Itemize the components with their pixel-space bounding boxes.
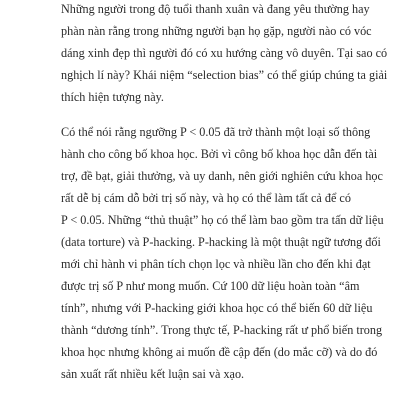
text-line: phàn nàn rằng trong những người bạn họ gặp, người nào có vóc xyxy=(61,24,372,38)
text-line: Những người trong độ tuổi thanh xuân và đang yêu thường hay xyxy=(61,2,370,16)
text-line: P < 0.05. Những “thủ thuật” họ có thể làm bao gồm tra tấn dữ liệu xyxy=(61,213,384,227)
text-line: Có thể nói rằng ngưỡng P < 0.05 đã trở thành một loại số thông xyxy=(61,125,371,139)
text-line: rất dễ bị cám dỗ bởi trị số này, và họ có thể làm tất cả để có xyxy=(61,191,351,205)
text-line: hành cho công bố khoa học. Bởi vì công bố khoa học dẫn đến tài xyxy=(61,147,378,161)
text-line: được trị số P như mong muốn. Cứ 100 dữ liệu hoàn toàn “âm xyxy=(61,279,360,293)
text-line: thành “dương tính”. Trong thực tế, P-hacking rất ư phổ biến trong xyxy=(61,323,383,337)
text-line: trợ, đề bạt, giải thưởng, và uy danh, nên giới nghiên cứu khoa học xyxy=(61,169,383,183)
text-line: tính”, nhưng với P-hacking giới khoa học có thể biến 60 dữ liệu xyxy=(61,301,373,315)
text-line: dáng xinh đẹp thì người đó có xu hướng càng vô duyên. Tại sao có xyxy=(61,46,388,60)
text-line: (data torture) và P-hacking. P-hacking là một thuật ngữ tương đối xyxy=(61,235,381,249)
text-line: sản xuất rất nhiều kết luận sai và xạo. xyxy=(61,367,245,381)
text-line: mới chỉ hành vi phân tích chọn lọc và nhiều lần cho đến khi đạt xyxy=(61,257,371,271)
text-line: nghịch lí này? Khái niệm “selection bias” có thể giúp chúng ta giải xyxy=(61,68,388,82)
text-line: thích hiện tượng này. xyxy=(61,90,164,104)
text-line: khoa học nhưng không ai muốn đề cập đến (do mắc cỡ) và do đó xyxy=(61,345,378,359)
